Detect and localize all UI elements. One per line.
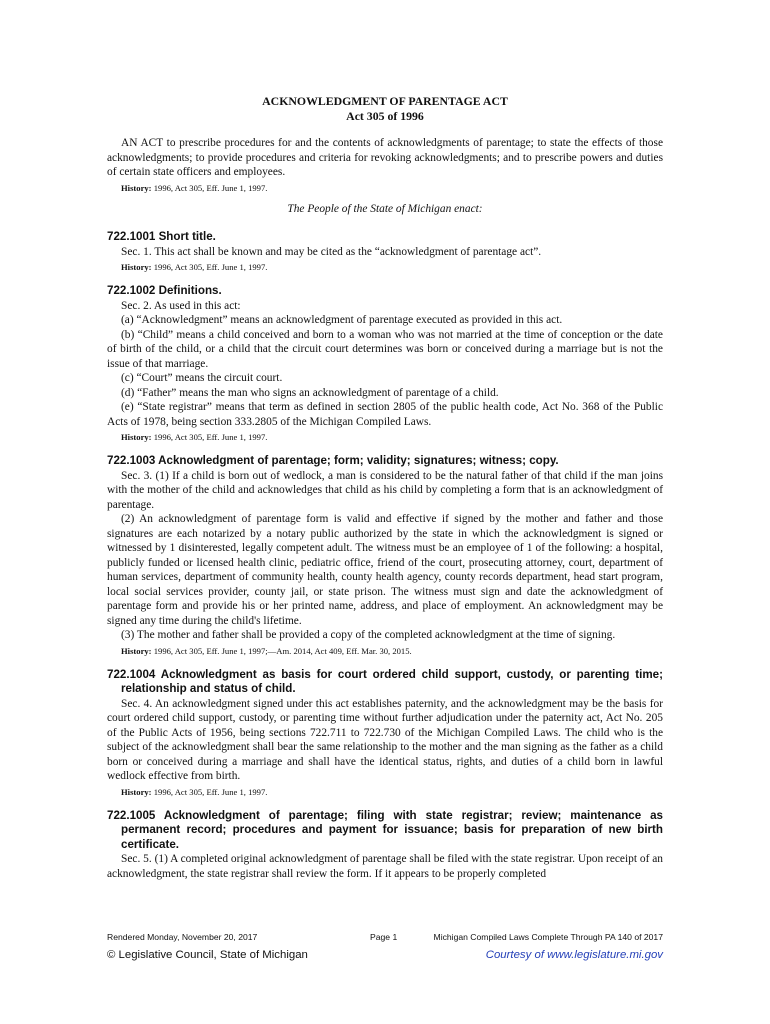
preamble-history (121, 182, 663, 194)
history-label: History: (121, 262, 152, 272)
section-paragraph: (b) “Child” means a child conceived and born to a woman who was not married at the time of conception or the date of birth of the child, or a child that the circuit court determines was born or conceived during a marriage but is not the issue of that marriage. (107, 328, 663, 370)
rendered-date: Rendered Monday, November 20, 2017 (107, 932, 258, 942)
section-paragraph: Sec. 4. An acknowledgment signed under this act establishes paternity, and the acknowledgment may be the basis for court ordered child support, custody, or parenting time without further adjudication under the paternity act, Act No. 205 of the Public Acts of 1956, being sections 722.711 to 722.730 of the Michigan Compiled Laws. The child who is the subject of the acknowledgment shall bear the same relationship to the mother and the man signing as the father as a child born or conceived during a marriage and shall have the identical status, rights, and duties of a child born in lawful wedlock effective from birth. (107, 697, 663, 782)
courtesy-link[interactable]: Courtesy of www.legislature.mi.gov (485, 949, 663, 961)
history-text: 1996, Act 305, Eff. June 1, 1997;—Am. 2014, Act 409, Eff. Mar. 30, 2015. (153, 645, 412, 656)
section-paragraph: Sec. 3. (1) If a child is born out of wedlock, a man is considered to be the natural father of that child if the man joins with the mother of the child and acknowledges that child as his child by completing a form that is an acknowledgment of parentage. (107, 469, 663, 511)
section-paragraph: (c) “Court” means the circuit court. (121, 372, 283, 384)
page-footer (107, 932, 663, 965)
history-label: History: (121, 645, 152, 656)
section-paragraph: (d) “Father” means the man who signs an acknowledgment of parentage of a child. (121, 386, 499, 399)
history-label: History: (121, 432, 152, 442)
act-number: Act 305 of 1996 (346, 108, 424, 123)
document-body (107, 94, 663, 881)
section-heading: 722.1002 Definitions. (107, 284, 222, 297)
section-paragraph: Sec. 2. As used in this act: (121, 299, 241, 312)
page-number: Page 1 (370, 932, 398, 942)
enacting-clause: The People of the State of Michigan enact: (287, 202, 483, 215)
history-label: History: (121, 786, 152, 797)
section-heading: 722.1004 Acknowledgment as basis for court ordered child support, custody, or parenting time; relationship and status of child. (107, 667, 663, 695)
history-text: 1996, Act 305, Eff. June 1, 1997. (153, 182, 268, 193)
history-text: 1996, Act 305, Eff. June 1, 1997. (153, 432, 268, 442)
section-paragraph: Sec. 1. This act shall be known and may be cited as the “acknowledgment of parentage act”. (121, 245, 542, 258)
history-text: 1996, Act 305, Eff. June 1, 1997. (153, 786, 268, 797)
act-title: ACKNOWLEDGMENT OF PARENTAGE ACT (262, 94, 508, 108)
section-history (121, 431, 663, 443)
section-heading: 722.1001 Short title. (107, 230, 216, 243)
sections-list (107, 230, 663, 881)
section-paragraph: (e) “State registrar” means that term as defined in section 2805 of the public health code, Act No. 368 of the Public Acts of 1978, being section 333.2805 of the Michigan Compiled Laws. (107, 401, 663, 428)
section-paragraph: (3) The mother and father shall be provided a copy of the completed acknowledgment at the time of signing. (121, 629, 616, 641)
copyright-notice: © Legislative Council, State of Michigan (107, 949, 308, 961)
preamble: AN ACT to prescribe procedures for and the contents of acknowledgments of parentage; to state the effects of those acknowledgments; to provide procedures and criteria for revoking acknowledgments; and to prescribe powers and duties of certain state officers and employees. (107, 137, 663, 178)
section-history (121, 645, 663, 657)
section-heading: 722.1003 Acknowledgment of parentage; form; validity; signatures; witness; copy. (107, 454, 559, 467)
history-text: 1996, Act 305, Eff. June 1, 1997. (153, 262, 268, 272)
section-paragraph: Sec. 5. (1) A completed original acknowledgment of parentage shall be filed with the state registrar. Upon receipt of an acknowledgment, the state registrar shall review the form. If it appears to be properly completed (107, 853, 663, 880)
compiled-through: Michigan Compiled Laws Complete Through PA 140 of 2017 (433, 932, 663, 942)
section-paragraph: (a) “Acknowledgment” means an acknowledgment of parentage executed as provided in this act. (121, 314, 563, 326)
section-history (121, 261, 663, 273)
section-history (121, 786, 663, 798)
section-paragraph: (2) An acknowledgment of parentage form is valid and effective if signed by the mother and father and those signatures are each notarized by a notary public authorized by the state in which the acknowledgment is signed or witnessed by 1 disinterested, legally competent adult. The witness must be an employee of 1 of the following: a hospital, publicly funded or licensed health clinic, pediatric office, friend of the court, prosecuting attorney, court, department of human services, department of community health, county health agency, county records department, head start program, local social services provider, county jail, or state prison. The witness must sign and date the acknowledgment of parentage form and provide his or her printed name, address, and place of employment. An acknowledgment may be signed any time during the child's lifetime. (107, 513, 663, 627)
history-label: History: (121, 182, 152, 193)
section-heading: 722.1005 Acknowledgment of parentage; filing with state registrar; review; maintenance as permanent record; procedures and payment for issuance; basis for preparation of new birth certificate. (107, 808, 663, 851)
